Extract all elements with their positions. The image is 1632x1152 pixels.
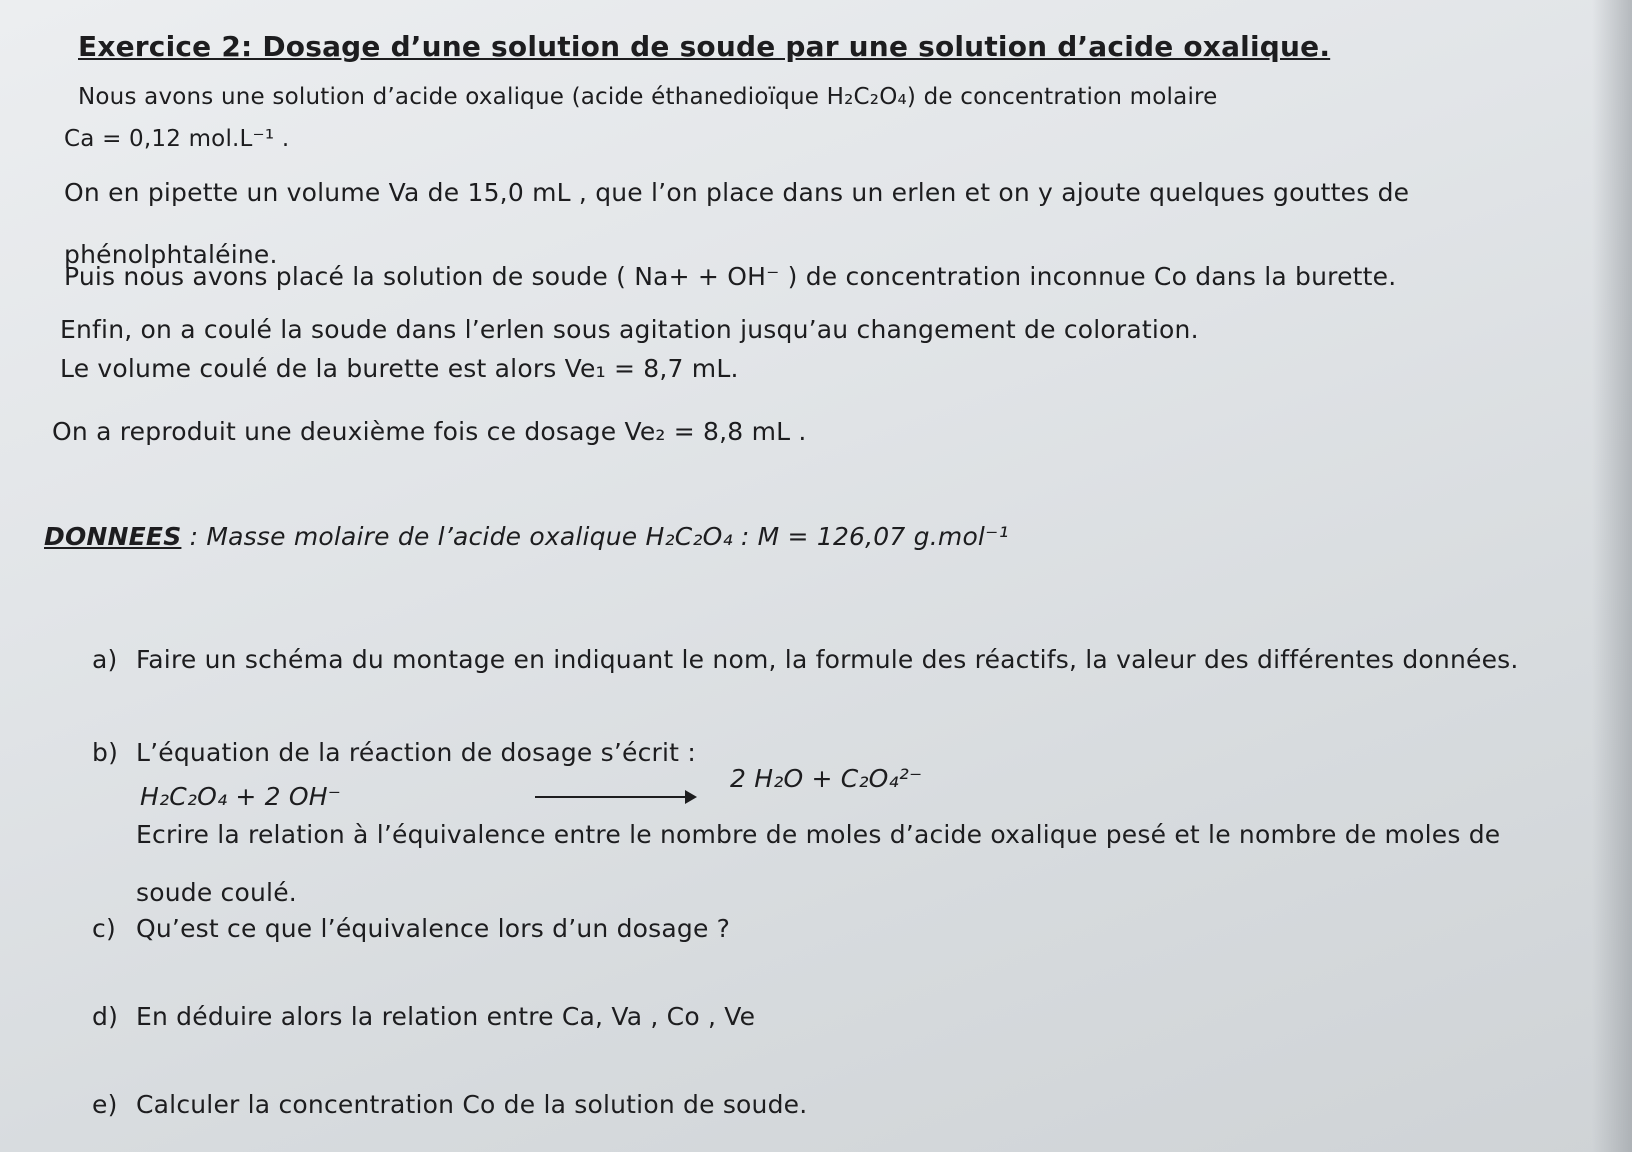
question-a-letter: a): [92, 645, 118, 674]
question-c-letter: c): [92, 914, 116, 943]
intro-line-6: Enfin, on a coulé la soude dans l’erlen sous agitation jusqu’au changement de coloration.: [60, 315, 1199, 344]
question-b-line-3: soude coulé.: [136, 878, 297, 907]
exercise-title: Exercice 2: Dosage d’une solution de soude par une solution d’acide oxalique.: [78, 30, 1331, 63]
page-edge-shadow: [1592, 0, 1632, 1152]
intro-line-8: On a reproduit une deuxième fois ce dosage Ve₂ = 8,8 mL .: [52, 417, 807, 446]
equation-left: H₂C₂O₄ + 2 OH⁻: [140, 782, 342, 811]
question-e: [92, 1090, 807, 1119]
intro-line-3: On en pipette un volume Va de 15,0 mL , que l’on place dans un erlen et on y ajoute quelques gouttes de: [64, 178, 1410, 207]
donnees-line: [44, 522, 1009, 551]
question-b-letter: b): [92, 738, 119, 767]
question-a-text: Faire un schéma du montage en indiquant le nom, la formule des réactifs, la valeur des différentes données.: [136, 645, 1519, 674]
question-e-letter: e): [92, 1090, 118, 1119]
question-c: [92, 914, 730, 943]
reaction-arrow-icon: [535, 796, 695, 798]
question-e-text: Calculer la concentration Co de la solution de soude.: [136, 1090, 808, 1119]
intro-line-5: Puis nous avons placé la solution de soude ( Na+ + OH⁻ ) de concentration inconnue Co dans la burette.: [64, 262, 1397, 291]
equation-right: 2 H₂O + C₂O₄²⁻: [730, 764, 923, 793]
donnees-text: : Masse molaire de l’acide oxalique H₂C₂O₄ : M = 126,07 g.mol⁻¹: [189, 522, 1009, 551]
donnees-label: DONNEES: [44, 522, 182, 551]
intro-line-7: Le volume coulé de la burette est alors Ve₁ = 8,7 mL.: [60, 354, 739, 383]
question-b-text: L’équation de la réaction de dosage s’écrit :: [136, 738, 696, 767]
intro-line-2: Ca = 0,12 mol.L⁻¹ .: [64, 126, 290, 152]
question-d-text: En déduire alors la relation entre Ca, Va , Co , Ve: [136, 1002, 756, 1031]
question-c-text: Qu’est ce que l’équivalence lors d’un dosage ?: [136, 914, 731, 943]
question-d-letter: d): [92, 1002, 119, 1031]
question-b: [92, 738, 696, 767]
question-b-line-2: Ecrire la relation à l’équivalence entre le nombre de moles d’acide oxalique pesé et le nombre de moles de: [136, 820, 1501, 849]
question-a: [92, 645, 1519, 674]
question-d: [92, 1002, 755, 1031]
intro-line-4: phénolphtaléine.: [64, 240, 278, 269]
intro-line-1: Nous avons une solution d’acide oxalique (acide éthanedioïque H₂C₂O₄) de concentration molaire: [78, 84, 1218, 110]
